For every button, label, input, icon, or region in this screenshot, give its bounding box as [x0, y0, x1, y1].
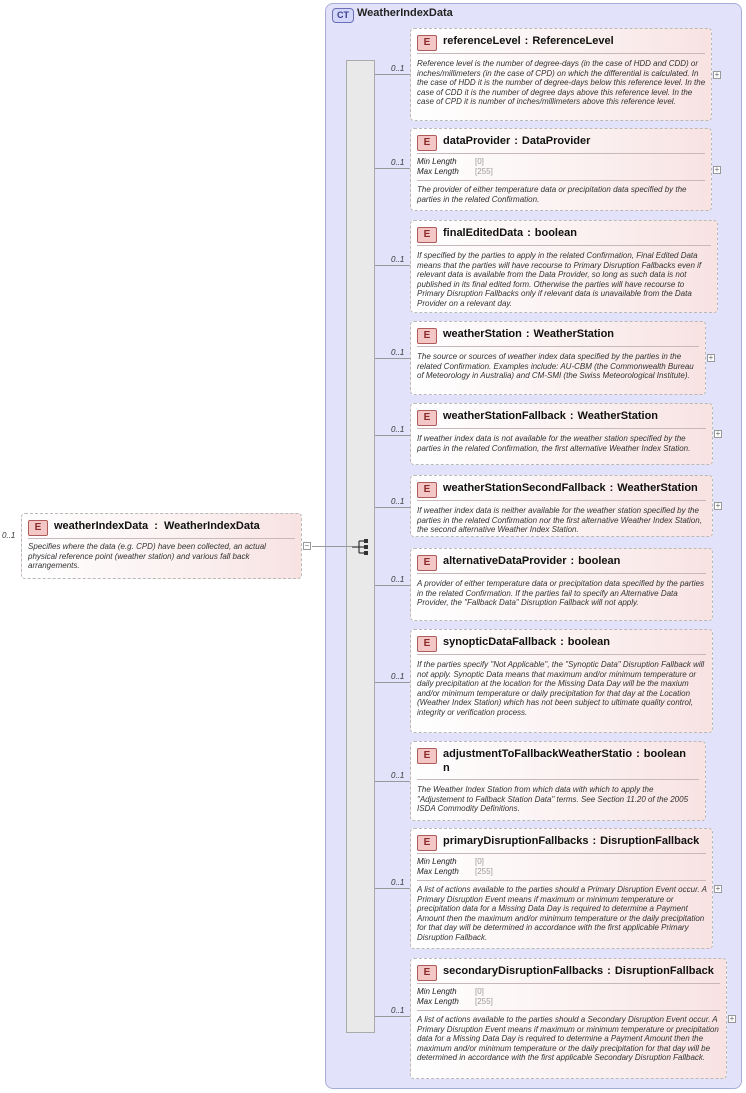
expand-toggle[interactable]: + [729, 1014, 735, 1023]
element-heading [443, 327, 699, 341]
divider [417, 180, 705, 181]
element-heading [443, 834, 706, 848]
divider [417, 1010, 720, 1011]
divider [417, 573, 706, 574]
facet-value: [255] [475, 167, 493, 176]
type-separator: : [527, 227, 531, 239]
element-type: boolean [578, 555, 621, 567]
element-dataProvider[interactable] [410, 128, 712, 211]
facet-label: Max Length [417, 867, 459, 876]
element-occurrence: 0..1 [391, 497, 405, 506]
element-type: boolean [643, 748, 686, 760]
element-weatherStationSecondFallback[interactable] [410, 475, 713, 537]
element-heading [443, 635, 706, 649]
element-badge: E [417, 555, 437, 571]
facet-value: [0] [475, 987, 484, 996]
expand-toggle[interactable]: + [714, 165, 720, 174]
element-heading [54, 519, 295, 533]
element-primaryDisruptionFallbacks[interactable] [410, 828, 713, 949]
type-separator: : [609, 482, 614, 494]
element-doc: The source or sources of weather index data specified by the parties in the related Confirmation. Examples include: AU-CBM (the Commonwealth Bureau of Meteorology in Australia) and CM-SMI (the Swiss Meteorological Institute). [417, 352, 694, 380]
element-badge: E [417, 636, 437, 652]
element-weatherStationFallback[interactable] [410, 403, 713, 465]
element-badge: E [417, 965, 437, 981]
element-adjustmentToFallbackWeatherStatio[interactable] [410, 741, 706, 821]
element-occurrence: 0..1 [391, 771, 405, 780]
element-badge: E [417, 748, 437, 764]
child-connector [375, 888, 410, 889]
element-type: DisruptionFallback [614, 965, 714, 977]
facet-label: Min Length [417, 987, 457, 996]
divider [417, 654, 706, 655]
element-doc: If the parties specify "Not Applicable", the "Synoptic Data" Disruption Fallback will not apply. Synoptic Data means that maximum and/or minimum temperature or daily precipitation at the location for the Missing Data Day will be the maxium and/or minimum temperature or daily precipitation for that day at the Location (Weather Index Station) which has not been subject to ultimate quality control, integrity or verification process. [417, 660, 705, 717]
divider [417, 153, 705, 154]
element-badge: E [417, 35, 437, 51]
type-separator: : [525, 328, 530, 340]
facet-label: Min Length [417, 157, 457, 166]
element-finalEditedData[interactable] [410, 220, 718, 313]
element-occurrence: 0..1 [391, 575, 405, 584]
element-doc: Reference level is the number of degree-days (in the case of HDD and CDD) or inches/millimeters (in the case of CPD) on which the differential is calculated. In the case of HDD it is the number of degree-days below this reference level. In the case of CDD it is the number of degree days above this reference level. In the case of CPD it is number of inches/millimeters above this reference level. [417, 59, 706, 106]
expand-toggle[interactable]: + [715, 429, 721, 438]
element-badge: E [417, 328, 437, 344]
expand-toggle[interactable]: + [714, 70, 720, 79]
element-secondaryDisruptionFallbacks[interactable] [410, 958, 727, 1079]
child-connector [375, 265, 410, 266]
element-type: DisruptionFallback [600, 835, 700, 847]
element-name: weatherStation [443, 328, 522, 340]
collapse-toggle[interactable]: − [304, 541, 310, 550]
element-name: adjustmentToFallbackWeatherStatio [443, 748, 633, 760]
element-badge: E [417, 482, 437, 498]
child-connector [375, 74, 410, 75]
divider [417, 983, 720, 984]
element-badge: E [417, 410, 437, 426]
element-name: secondaryDisruptionFallbacks [443, 965, 604, 977]
divider [417, 245, 711, 246]
type-separator: : [524, 35, 529, 47]
element-name: alternativeDataProvider [443, 555, 567, 567]
child-connector [375, 1016, 410, 1017]
element-name: finalEditedData [443, 227, 524, 239]
type-separator: : [569, 410, 574, 422]
expand-toggle[interactable]: + [708, 353, 714, 362]
element-badge: E [28, 520, 48, 536]
type-separator: : [514, 135, 518, 147]
element-name: weatherIndexData [54, 520, 149, 532]
element-type: WeatherStation [577, 410, 659, 422]
element-badge: E [417, 227, 437, 243]
element-name: synopticDataFallback [443, 636, 557, 648]
element-type: DataProvider [521, 135, 591, 147]
element-badge: E [417, 835, 437, 851]
element-heading [443, 481, 706, 495]
element-name-wrap: n [443, 762, 450, 774]
type-separator: : [636, 748, 640, 760]
element-type: boolean [534, 227, 577, 239]
element-doc: If specified by the parties to apply in the related Confirmation, Final Edited Data means that the parties will have recourse to Primary Disruption Fallbacks even if relevant data is available from the Data Provider, so long as such data is not published in its final edited form. Otherwise the parties will have recourse to Primary Disruption Fallbacks only if relevant data is unavailable from the Data Provider on a relevant day. [417, 251, 702, 308]
divider [417, 346, 699, 347]
type-separator: : [154, 520, 158, 532]
ct-badge: CT [332, 8, 354, 23]
element-doc: The Weather Index Station from which data with which to apply the "Adjustement to Fallback Station Data" terms. See Section 11.20 of the 2005 ISDA Commodity Definitions. [417, 785, 689, 813]
element-type: WeatherStation [617, 482, 698, 494]
child-connector [375, 358, 410, 359]
child-connector [375, 781, 410, 782]
element-weatherStation[interactable] [410, 321, 706, 395]
expand-toggle[interactable]: + [715, 884, 721, 893]
child-connector [375, 507, 410, 508]
element-occurrence: 0..1 [391, 672, 405, 681]
divider [417, 853, 706, 854]
element-type: WeatherIndexData [163, 520, 260, 532]
type-separator: : [560, 636, 564, 648]
child-connector [375, 435, 410, 436]
divider [417, 779, 699, 780]
element-name: primaryDisruptionFallbacks [443, 835, 589, 847]
element-heading [443, 554, 706, 568]
facet-value: [0] [475, 157, 484, 166]
element-heading [443, 134, 705, 148]
facet-label: Max Length [417, 997, 459, 1006]
element-type: ReferenceLevel [532, 35, 614, 47]
element-heading [443, 226, 711, 240]
type-separator: : [570, 555, 575, 567]
type-separator: : [592, 835, 597, 847]
element-doc: If weather index data is neither available for the weather station specified by the parties in the related Confirmation nor the first alternative Weather Index Station, the second alternative Weather Index Station. [417, 506, 702, 534]
child-connector [375, 168, 410, 169]
element-doc: If weather index data is not available for the weather station specified by the parties in the related Confirmation, the first alternative Weather Index Station. [417, 434, 691, 453]
element-referenceLevel[interactable] [410, 28, 712, 121]
child-connector [375, 585, 410, 586]
element-doc: The provider of either temperature data or precipitation data specified by the parties in the related Confirmation. [417, 185, 687, 204]
divider [417, 53, 705, 54]
element-name: weatherStationFallback [443, 410, 566, 422]
sequence-compositor-icon[interactable] [352, 538, 372, 556]
element-doc: A provider of either temperature data or precipitation data specified by the parties in the related Confirmation. If the parties fail to specify an Alternative Data Provider, the "Fallback Data" Disruption Fallback will not apply. [417, 579, 704, 607]
element-occurrence: 0..1 [391, 255, 405, 264]
facet-value: [0] [475, 857, 484, 866]
element-synopticDataFallback[interactable] [410, 629, 713, 733]
element-occurrence: 0..1 [391, 1006, 405, 1015]
element-heading [443, 747, 699, 775]
element-heading [443, 409, 706, 423]
element-heading [443, 34, 705, 48]
element-type: boolean [567, 636, 610, 648]
divider [417, 500, 706, 501]
root-occurrence: 0..1 [2, 531, 16, 540]
element-badge: E [417, 135, 437, 151]
divider [417, 880, 706, 881]
element-occurrence: 0..1 [391, 425, 405, 434]
element-alternativeDataProvider[interactable] [410, 548, 713, 621]
element-type: WeatherStation [533, 328, 615, 340]
element-doc: Specifies where the data (e.g. CPD) have been collected, an actual physical reference point (weather station) and various fall back arrangements. [28, 542, 266, 570]
element-occurrence: 0..1 [391, 348, 405, 357]
element-doc: A list of actions available to the parties should a Secondary Disruption Event occur. A Primary Disruption Event means if maximum or minimum temperature or precipitation data for a Missing Data Day is required to determine a Payment Amount then the maximum and/or minimum temperature or the daily precipitation for that day will be determined in accordance with the first applicable Secondary Disruption Fallback. [417, 1015, 719, 1062]
root-connector [312, 546, 352, 547]
complex-type-title: WeatherIndexData [357, 7, 453, 19]
facet-label: Max Length [417, 167, 459, 176]
root-element-weatherIndexData[interactable] [21, 513, 302, 579]
element-occurrence: 0..1 [391, 878, 405, 887]
element-doc: A list of actions available to the parties should a Primary Disruption Event occur. A Primary Disruption Event means if maximum or minimum temperature or precipitation data for a Missing Data Day is required to determine a Payment Amount then the maximum and/or minimum temperature or the daily precipitation for that day will be determined in accordance with the first applicable Primary Disruption Fallback. [417, 885, 707, 942]
element-name: weatherStationSecondFallback [443, 482, 606, 494]
element-occurrence: 0..1 [391, 158, 405, 167]
type-separator: : [607, 965, 611, 977]
element-occurrence: 0..1 [391, 64, 405, 73]
divider [28, 538, 295, 539]
facet-value: [255] [475, 997, 493, 1006]
expand-toggle[interactable]: + [715, 501, 721, 510]
divider [417, 428, 706, 429]
element-name: referenceLevel [443, 35, 521, 47]
facet-label: Min Length [417, 857, 457, 866]
element-heading [443, 964, 720, 978]
element-name: dataProvider [443, 135, 511, 147]
child-connector [375, 682, 410, 683]
facet-value: [255] [475, 867, 493, 876]
